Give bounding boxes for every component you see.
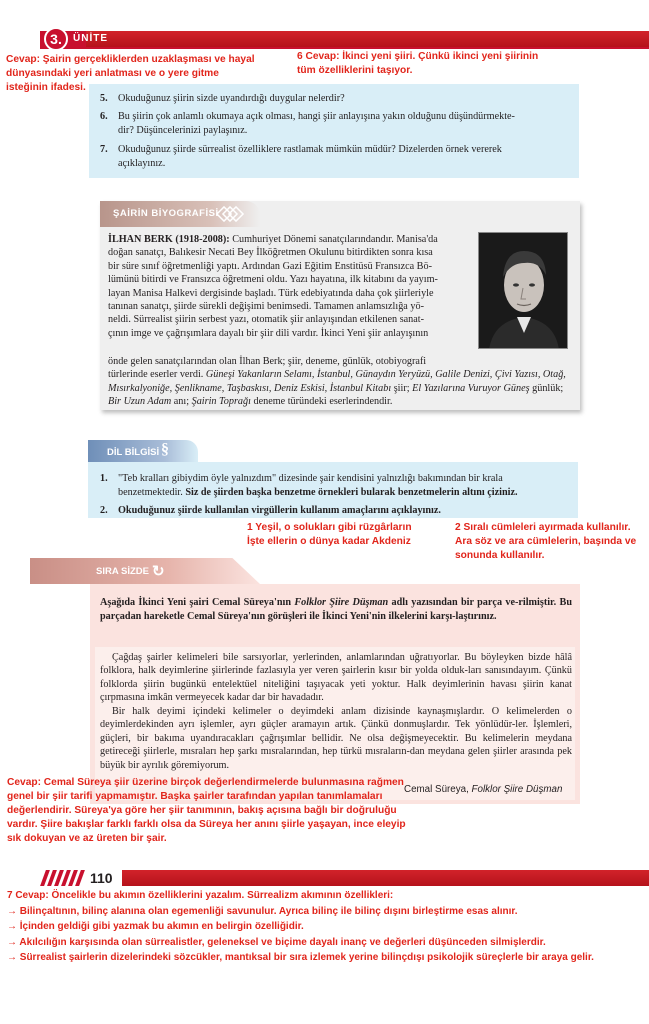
answer-sureya: Cevap: Cemal Süreya şiir üzerine birçok değerlendirmelerde bulunmasına rağmen genel bir şiir tarifi yapmamıştır. Başka şairler tarafından yapılan tanımlamaları değerlendirir. Süreya'ya göre her şiir tanımının, bakış açısına bağlı bir doğruluğu vardır. Şiire bakışlar farklı farklı olsa da Süreya her anını şiirle yaşayan, ince eleyip sık dokuyan ve az üreten bir şair. [7, 777, 406, 844]
excerpt-paragraph-1: Çağdaş şairler kelimeleri bile sarsıyorlar, yerlerinden, anlamlarından uğratıyorlar. Bu böyleyken bizde hâlâ folklora, halk deyimlerine şiirlerinde fazlasıyla yer veren şairlerin kısır bir yolda olduk-ları sanısındayım. Çünkü folklorda şiirin bugünkü entelektüel niteliğini taşıyacak yeti yoktur. Halk deyimlerinin havası şiirin kanat çırpmasına imkân vermeyecek kadar dar bir havadadır. [100, 652, 572, 704]
question-6: 6. Bu şiirin çok anlamlı okumaya açık olması, hangi şiir anlayışına yakın olduğunu düşündürmekte- dir? Düşüncelerinizi paylaşınız. [100, 111, 515, 136]
excerpt-citation: Cemal Süreya, Folklor Şiire Düşman [404, 784, 563, 795]
sira-sizde-instructions: Aşağıda İkinci Yeni şairi Cemal Süreya'nın Folklor Şiire Düşman adlı yazısından bir parça ve-rilmiştir. Bu parçadan hareketle Cemal Süreya'nın görüşleri ile İkinci Yeni'nin ilkelerini karşı-laştırınız. [100, 597, 572, 622]
author-portrait [478, 232, 568, 349]
biography-tab-label: ŞAİRİN BİYOGRAFİSİ [113, 208, 219, 219]
ornament-knot-icon [216, 203, 244, 225]
question-5: 5. Okuduğunuz şiirin sizde uyandırdığı duygular nelerdir? [100, 93, 345, 104]
answer-7: 7 Cevap: Öncelikle bu akımın özelliklerini yazalım. Sürrealizm akımının özellikleri: → Bilinçaltının, bilinç alanına olan egemenliği savunulur. Ayrıca bilinç ile bilinç dışını birleştirme esas alınır. → İçinden geldiği gibi yazmak bu akımın en belirgin özelliğidir. → Akılcılığın karşısında olan sürrealistler, geleneksel ve biçime dayalı inanç ve değerleri düşünceden silmişlerdir. → Sürrealist şairlerin dizelerindeki sözcükler, mantıksal bir sıra izlemek yerine bilinçdışı psikolojik süreçlerle bir araya gelir. [7, 890, 594, 963]
biography-text: İLHAN BERK (1918-2008): Cumhuriyet Dönemi sanatçılarındandır. Manisa'da doğan sanatçı, Balıkesir Necati Bey İlköğretmen Okulunu bitirdikten sonra kısa bir süre sınıf öğretmenliği yaptı. Ardından Gazi Eğitim Enstitüsü Fransızca Bö- lümünü bitirdi ve Fransızca öğretmeni oldu. Yazı hayatına, ilk kitabını da yayım- layan Manisa Halkevi dergisinde başladı. Türk edebiyatında daha çok şiirleriyle tanınan sanatçı, şiirde sürekli değişimi benimsedi. Tamamen anlamsızlığa yö- neldi. Sürrealist şiirin serbest yazı, otomatik şiir anlayışından etkilenen sanat- çının imge ve çağrışımlara dayalı bir şiir dili vardır. İkinci Yeni şiir anlayışının [108, 234, 438, 339]
sira-sizde-label: SIRA SİZDE [96, 566, 149, 577]
grammar-item-2: 2. Okuduğunuz şiirde kullanılan virgüllerin kullanım amaçlarını açıklayınız. [100, 505, 441, 516]
page-number: 110 [90, 870, 113, 886]
biography-name: İLHAN BERK (1918-2008): [108, 234, 230, 245]
portrait-image [479, 233, 568, 349]
footer-stripes [39, 870, 84, 886]
unit-label: ÜNİTE [73, 33, 108, 44]
question-7: 7. Okuduğunuz şiirde sürrealist özelliklere rastlamak mümkün müdür? Dizelerden örnek vererek açıklayınız. [100, 144, 502, 169]
answer-1: 1 Yeşil, o solukları gibi rüzgârların İşte ellerin o dünya kadar Akdeniz [247, 522, 412, 547]
excerpt-paragraph-2: Bir halk deyimi içindeki kelimeler o deyimdeki anlam dizisinde kaynaşmışlardır. O kelimelerden o deyimlerdekinden ayrı işlemler, ayrı güçler aramayın artık. Çünkü donmuşlardır. Tek yönlüdür-ler. İşlemleri, güçleri, bir bakıma uyandıracakları çağrışımlar bellidir. Ne olsa değişmeyecektir. Bu kelimelerin meydana getireceği şiirlerle, mısraları hep şarkı mısralarından, hep türkü mısraların-dan meydana gelen şiirler arasında pek büyük bir ayrılık göremiyorum. [100, 706, 572, 771]
unit-number-badge: 3. [44, 27, 68, 51]
unit-header-bar-right [86, 31, 649, 47]
refresh-icon: ↻ [152, 564, 165, 580]
answer-cevap-top: Cevap: Şairin gerçekliklerden uzaklaşması ve hayal dünyasındaki yeri anlatması ve o yere gitme isteğinin ifadesi. [6, 54, 255, 93]
grammar-item-1: 1. "Teb kralları gibiydim öyle yalnızdım" dizesinde şair kendisini yalnızlığı bakımından bir krala benzetmektedir. Siz de şiirden başka benzetme örnekleri bularak benzetmelerin altını çiziniz. [100, 473, 518, 498]
answer-2: 2 Sıralı cümleleri ayırmada kullanılır. Ara söz ve ara cümlelerin, başında ve sonunda kullanılır. [455, 522, 637, 561]
grammar-tab-label: DİL BİLGİSİ [107, 447, 160, 458]
answer-6: 6 Cevap: İkinci yeni şiiri. Çünkü ikinci yeni şiirinin tüm özelliklerini taşıyor. [297, 51, 539, 76]
section-sign-icon: § [161, 441, 169, 458]
footer-bar [122, 870, 649, 886]
biography-works: önde gelen sanatçılarından olan İlhan Berk; şiir, deneme, günlük, otobiyografi türlerinde eserler verdi. Güneşi Yakanların Selamı, İstanbul, Günaydın Yeryüzü, Galile Denizi, Çivi Yazısı, Otağ, Mısırkalyoniğe, Şenlikname, Taşbaskısı, Deniz Eskisi, İstanbul Kitabı şiir; El Yazılarına Vuruyor Güneş günlük; Bir Uzun Adam anı; Şairin Toprağı deneme türündeki eserlerindendir. [108, 356, 566, 408]
